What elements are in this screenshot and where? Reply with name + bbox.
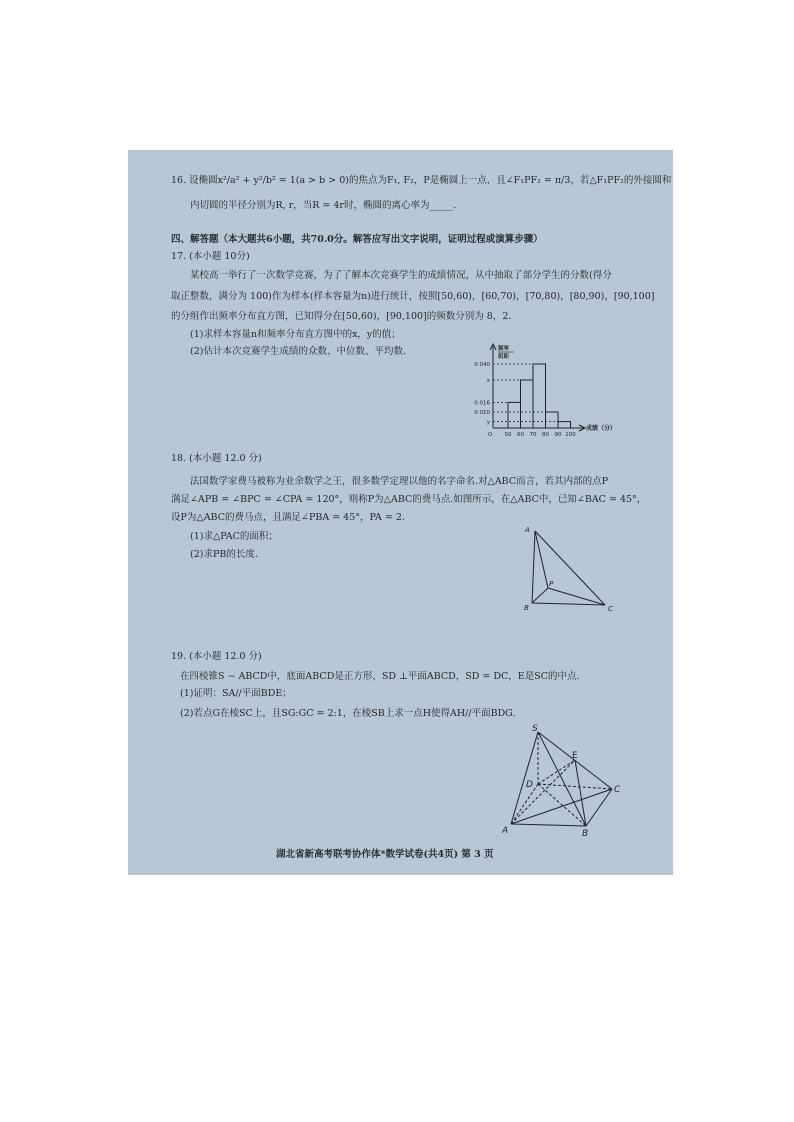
frequency-histogram xyxy=(458,340,623,445)
q16-line1: 16. 设椭圆x²/a² + y²/b² = 1(a > b > 0)的焦点为F₁, F₂，P是椭圆上一点，且∠F₁PF₂ = π/3，若△F₁PF₂的外接圆和 xyxy=(171,175,672,186)
y-tick-label: 0.040 xyxy=(474,362,490,368)
x-tick-label: 70 xyxy=(529,432,537,438)
label-b: B xyxy=(524,604,529,612)
label-c: C xyxy=(614,785,621,795)
x-tick-label: 80 xyxy=(542,432,549,438)
q17-sub2: (2)估计本次竞赛学生成绩的众数、中位数、平均数. xyxy=(190,346,406,357)
pyramid-figure xyxy=(502,722,630,837)
label-b: B xyxy=(582,829,589,837)
label-c: C xyxy=(608,605,613,613)
label-d: D xyxy=(526,780,533,790)
y-tick-label: 0.010 xyxy=(474,410,490,416)
histogram-bar xyxy=(546,412,559,428)
q17-para1: 某校高一举行了一次数学竞赛，为了了解本次竞赛学生的成绩情况，从中抽取了部分学生的分数(得分 xyxy=(190,270,612,281)
segment-pa xyxy=(535,531,548,588)
q18-para1: 法国数学家费马被称为业余数学之王，很多数学定理以他的名字命名.对△ABC而言，若其内部的点P xyxy=(190,476,609,487)
q16-line2: 内切圆的半径分别为R, r，当R = 4r时，椭圆的离心率为_____. xyxy=(190,200,457,211)
fermat-triangle-figure xyxy=(516,522,626,614)
x-axis-label: 成绩（分） xyxy=(586,425,617,432)
y-tick-label: 0.016 xyxy=(474,400,490,407)
q18-para2: 满足∠APB = ∠BPC = ∠CPA = 120°，则称P为△ABC的费马点.如图所示，在△ABC中，已知∠BAC = 45°， xyxy=(171,494,647,505)
side-ab xyxy=(532,531,535,603)
q18-para3: 设P为△ABC的费马点，且满足∠PBA = 45°，PA = 2. xyxy=(171,512,405,523)
histogram-bar xyxy=(558,422,571,428)
q17-header: 17. (本小题 10分) xyxy=(171,251,250,262)
x-tick-label: 60 xyxy=(517,432,524,438)
x-tick-label: 100 xyxy=(565,432,576,438)
q17-sub1: (1)求样本容量n和频率分布直方图中的x，y的值； xyxy=(190,329,401,340)
q19-header: 19. (本小题 12.0 分) xyxy=(171,651,262,662)
q18-header: 18. (本小题 12.0 分) xyxy=(171,453,262,464)
q19-sub1: (1)证明：SA//平面BDE； xyxy=(180,688,292,699)
q18-sub2: (2)求PB的长度. xyxy=(190,549,258,560)
page-footer: 湖北省新高考联考协作体*数学试卷(共4页) 第 3 页 xyxy=(276,849,494,860)
label-a: A xyxy=(525,526,530,534)
side-bc xyxy=(532,603,605,605)
y-axis-label-bottom: 组距 xyxy=(498,354,510,360)
y-tick-label: y xyxy=(486,419,490,426)
section-heading: 四、解答题（本大题共6小题，共70.0分。解答应写出文字说明，证明过程或演算步骤） xyxy=(171,234,543,245)
q17-para2: 取正整数，满分为 100)作为样本(样本容量为n)进行统计，按照[50,60)，[60,70)，[70,80)，[80,90)，[90,100] xyxy=(171,291,655,302)
q19-sub2: (2)若点G在棱SC上，且SG:GC = 2:1，在棱SB上求一点H使得AH//平面BDG. xyxy=(180,708,516,719)
histogram-bar xyxy=(508,402,521,428)
exam-page-photo xyxy=(128,150,673,875)
label-e: E xyxy=(572,751,578,761)
q17-para3: 的分组作出频率分布直方图，已知得分在[50,60)，[90,100]的频数分别为 8，2. xyxy=(171,311,512,322)
segment-pb xyxy=(532,588,548,603)
q18-sub1: (1)求△PAC的面积； xyxy=(190,531,278,542)
label-p: P xyxy=(549,580,554,588)
x-tick-label: 90 xyxy=(554,432,562,438)
origin-label: O xyxy=(488,432,493,438)
side-ac xyxy=(535,531,605,605)
histogram-bar xyxy=(521,380,534,428)
label-a: A xyxy=(502,826,509,836)
y-tick-label: x xyxy=(486,378,490,384)
x-tick-label: 50 xyxy=(504,432,512,438)
y-axis-label-top: 频率 xyxy=(498,346,510,352)
histogram-bar xyxy=(533,364,546,428)
q19-para1: 在四棱锥S − ABCD中，底面ABCD是正方形，SD ⊥平面ABCD，SD = DC，E是SC的中点. xyxy=(180,671,580,682)
label-s: S xyxy=(532,724,538,734)
